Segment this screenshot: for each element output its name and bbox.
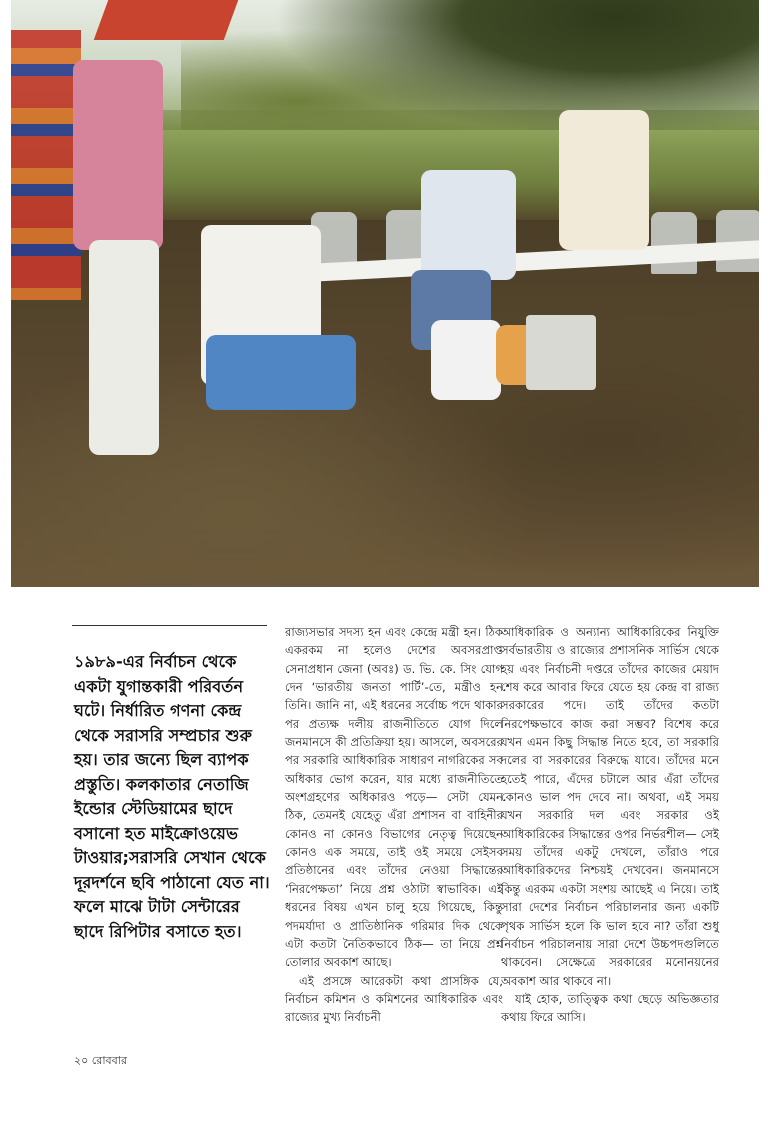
paragraph: রাজ্যসভার সদস্য হন এবং কেন্দ্রে মন্ত্রী হন। ঠিক একরকম না হলেও দেশের অবসরপ্রাপ্ত সেনাপ্রধান জেনা (অবঃ) ড. ভি. কে. সিং যোগ দেন ‘ভারতীয় জনতা পার্টি’-তে, মন্ত্রীও হন তিনি। জানি না, এই ধরনের সর্বোচ্চ পদে থাকার পর প্রত্যক্ষ দলীয় রাজনীতিতে যোগ দিলে জনমানসে কী প্রতিক্রিয়া হয়। আসলে, অবসরের পর সরকারি আধিকারিক সাধারণ নাগরিকের সব অধিকার ভোগ করেন, যার মধ্যে রাজনীতিতে অংশগ্রহণের অধিকারও পড়ে— সেটা যেমন ঠিক, তেমনই যেহেতু এঁরা প্রশাসন বা বাহিনীর কোনও না কোনও বিভাগের নেতৃত্ব দিয়েছেন কোনও এক সময়ে, তাই ওই সময়ে সেইসব প্রতিষ্ঠানের এবং তাঁদের নেওয়া সিদ্ধান্তের ‘নিরপেক্ষতা’ নিয়ে প্রশ্ন ওঠাটা স্বাভাবিক। এই ধরনের বিষয় এখন চালু হয়ে গিয়েছে, কিন্তু পদমর্যাদা ও প্রাতিষ্ঠানিক গরিমার দিক থেকে এটা কতটা নৈতিকভাবে ঠিক— তা নিয়ে প্রশ্ন তোলার অবকাশ আছে। — [285, 625, 503, 970]
photo-person — [559, 110, 649, 250]
article-column-3 — [501, 623, 719, 1027]
photo-person — [73, 60, 163, 250]
photo-person — [421, 170, 516, 280]
lead-rule — [72, 625, 267, 626]
photo-box — [526, 315, 596, 390]
paragraph: এই প্রসঙ্গে আরেকটা কথা প্রাসঙ্গিক যে, নির্বাচন কমিশন ও কমিশনের আধিকারিক এবং রাজ্যের মুখ্য নির্বাচনী — [285, 973, 503, 1025]
photo-tent-top — [94, 0, 239, 40]
photo-tent — [11, 30, 81, 300]
photo-person — [206, 335, 356, 410]
paragraph: যাই হোক, তাত্ত্বিক কথা ছেড়ে অভিজ্ঞতার কথায় ফিরে আসি। — [501, 991, 719, 1025]
article-photo — [11, 0, 759, 587]
lead-text: ১৯৮৯-এর নির্বাচন থেকে একটা যুগান্তকারী পরিবর্তন ঘটে। নির্ধারিত গণনা কেন্দ্র থেকে সরাসরি সম্প্রচার শুরু হয়। তার জন্যে ছিল ব্যাপক প্রস্তুতি। কলকাতার নেতাজি ইন্ডোর স্টেডিয়ামের ছাদে বসানো হত মাইক্রোওয়েভ টাওয়ার;সরাসরি সেখান থেকে দূরদর্শনে ছবি পাঠানো যেত না। ফলে মাঝে টাটা সেন্টারের ছাদে রিপিটার বসাতে হত। — [74, 652, 270, 941]
photo-person — [89, 240, 159, 455]
article-column-2 — [285, 623, 503, 1027]
paragraph: আধিকারিক ও অন্যান্য আধিকারিকের নিযুক্তি সর্বভারতীয় ও রাজ্যের প্রশাসনিক সার্ভিস থেকে হয় এবং নির্বাচনী দপ্তরে তাঁদের কাজের মেয়াদ শেষ করে আবার ফিরে যেতে হয় কেন্দ্র বা রাজ্য সরকারের পদে। তাই তাঁদের কতটা নিরপেক্ষভাবে কাজ করা সম্ভব? বিশেষ করে যখন এমন কিছু সিদ্ধান্ত নিতে হবে, তা সরকারি দলের বা সরকারের বিরুদ্ধে যাবে। তাঁদের মনে হতেই পারে, এঁদের চটালে আর এঁরা তাঁদের কোনও ভাল পদ দেবে না। অথবা, এই সময় যখন সরকারি দল এবং সরকার ওই আধিকারিকের সিদ্ধান্তের ওপর নির্ভরশীল— সেই সময় তাঁদের একটু দেখলে, তাঁরাও পরে আধিকারিকদের নিশ্চয়ই দেখবেন। জনমানসে কিন্তু এরকম একটা সংশয় আছেই এ নিয়ে। তাই সারা দেশের নির্বাচন পরিচালনার জন্য একটি পৃথক সার্ভিস হলে কি ভাল হবে না? তাঁরা শুধু নির্বাচন পরিচালনায় সারা দেশে উচ্চপদগুলিতে থাকবেন। সেক্ষেত্রে সরকারের মনোনয়নের অবকাশ আর থাকবে না। — [501, 625, 719, 988]
photo-bag — [431, 320, 501, 400]
page-folio: ২০ রোববার — [74, 1054, 127, 1067]
